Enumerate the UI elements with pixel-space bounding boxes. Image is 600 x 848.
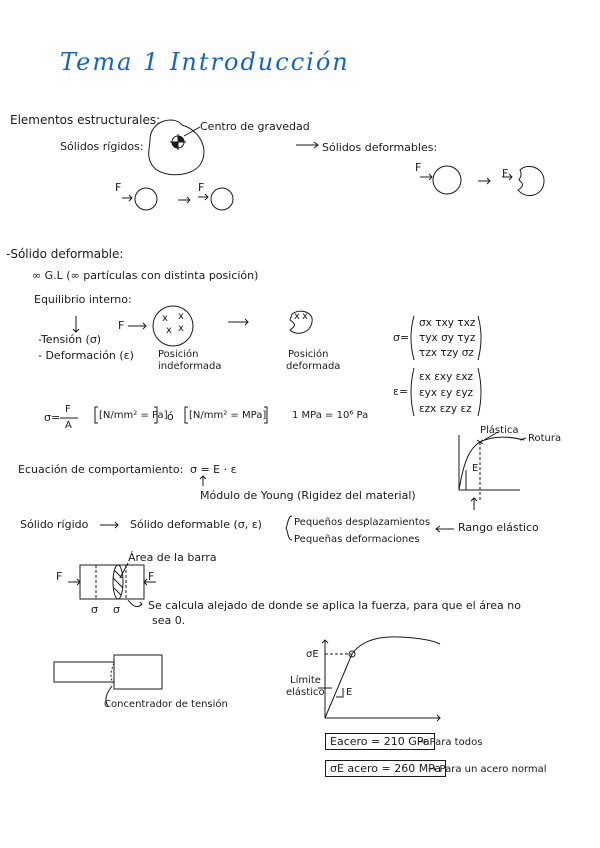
units-mpa: [N/mm² = MPa] bbox=[189, 410, 267, 421]
sigma-e-label: σE bbox=[306, 649, 319, 660]
pos-indef-label-1: Posición bbox=[158, 349, 199, 360]
eps-row-2: εyx εy εyz bbox=[419, 387, 474, 399]
note-line-2: sea 0. bbox=[152, 614, 186, 627]
formula-sigma: σ= bbox=[44, 411, 61, 424]
force-f-2: F bbox=[198, 181, 205, 194]
particle-x: x bbox=[178, 323, 184, 334]
particle-x: x bbox=[302, 311, 308, 322]
elastic-limit-label-2: elástico bbox=[286, 687, 325, 698]
deformable-solid-label: Sólido deformable (σ, ε) bbox=[130, 518, 262, 531]
formula-frac-top: F bbox=[65, 404, 71, 415]
eps-row-1: εx εxy εxz bbox=[419, 371, 474, 383]
force-f-3: F bbox=[415, 161, 422, 174]
equilibrium-label: Equilibrio interno: bbox=[34, 293, 132, 306]
gl-text: ∞ G.L (∞ partículas con distinta posición) bbox=[32, 269, 259, 282]
sigma-left: σ bbox=[91, 603, 98, 616]
behaviour-eq: σ = E · ε bbox=[190, 463, 237, 476]
particle-x: x bbox=[178, 311, 184, 322]
note-line-1: Se calcula alejado de donde se aplica la fuerza, para que el área no bbox=[148, 599, 521, 612]
force-f-5: F bbox=[118, 319, 125, 332]
deformation-label: - Deformación (ε) bbox=[38, 349, 134, 362]
eps-row-3: εzx εzy εz bbox=[419, 403, 472, 415]
cg-label: Centro de gravedad bbox=[200, 120, 310, 133]
behaviour-eq-label: Ecuación de comportamiento: bbox=[18, 463, 184, 476]
mpa-conversion: 1 MPa = 10⁶ Pa bbox=[292, 410, 369, 421]
force-f-left: F bbox=[56, 570, 63, 583]
sigma-row-3: τzx τzy σz bbox=[419, 347, 474, 359]
rotura-label: Rotura bbox=[528, 433, 562, 444]
steel-modulus-note: → Para todos bbox=[418, 737, 483, 748]
particle-x: x bbox=[166, 325, 172, 336]
sigma-right: σ bbox=[113, 603, 120, 616]
elastic-range-label: Rango elástico bbox=[458, 521, 539, 534]
force-f-1: F bbox=[115, 181, 122, 194]
particle-x: x bbox=[294, 311, 300, 322]
stress-concentrator-label: Concentrador de tensión bbox=[104, 699, 228, 710]
chart1-e-label: E bbox=[472, 463, 479, 474]
sigma-row-2: τyx σy τyz bbox=[419, 332, 476, 344]
elastic-limit-label-1: Límite bbox=[290, 675, 321, 686]
deformable-label: Sólidos deformables: bbox=[322, 141, 438, 154]
pos-def-label-1: Posición bbox=[288, 349, 329, 360]
small-displacements: Pequeños desplazamientos bbox=[294, 517, 431, 528]
pos-indef-label-2: indeformada bbox=[158, 361, 222, 372]
plastic-label: Plástica bbox=[480, 425, 519, 436]
heading-deformable: -Sólido deformable: bbox=[6, 247, 124, 261]
bar-area-label: Área de la barra bbox=[128, 551, 217, 564]
steel-yield-note: → Para un acero normal bbox=[428, 764, 547, 775]
chart2-e-label: E bbox=[346, 687, 353, 698]
page-title: Tema 1 Introducción bbox=[60, 48, 350, 76]
units-pa: [N/mm² = Pa] bbox=[99, 410, 168, 421]
small-deformations: Pequeñas deformaciones bbox=[294, 534, 420, 545]
steel-yield-box: σE acero = 260 MPa bbox=[325, 760, 446, 777]
heading-elements: Elementos estructurales: bbox=[10, 113, 161, 127]
pos-def-label-2: deformada bbox=[286, 361, 341, 372]
formula-frac-bot: A bbox=[65, 420, 72, 431]
rigid-label: Sólidos rígidos: bbox=[60, 140, 144, 153]
force-f-right: F bbox=[148, 570, 155, 583]
eps-eq: ε= bbox=[393, 385, 409, 398]
steel-modulus-box: Eacero = 210 GPa bbox=[325, 733, 435, 750]
or-text: ó bbox=[167, 410, 174, 423]
rigid-solid-label: Sólido rígido bbox=[20, 518, 89, 531]
particle-x: x bbox=[162, 313, 168, 324]
sigma-row-1: σx τxy τxz bbox=[419, 317, 476, 329]
tension-label: -Tensión (σ) bbox=[38, 333, 102, 346]
force-f-4: F bbox=[502, 167, 509, 180]
young-modulus-label: Módulo de Young (Rigidez del material) bbox=[200, 489, 416, 502]
sigma-eq: σ= bbox=[393, 331, 410, 344]
